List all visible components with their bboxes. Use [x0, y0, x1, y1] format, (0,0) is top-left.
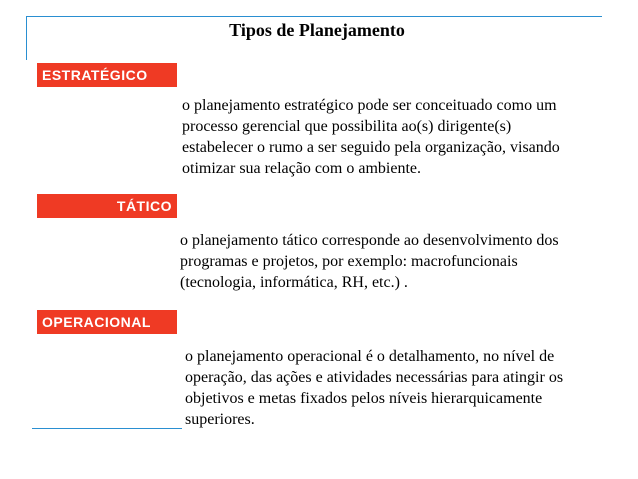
- desc-operacional: o planejamento operacional é o detalhamento, no nível de operação, das ações e atividades necessárias para atingir os objetivos e metas fixados pelos níveis hierarquicamente superiores.: [185, 348, 564, 428]
- label-estrategico: ESTRATÉGICO: [37, 63, 177, 87]
- slide-title-text: Tipos de Planejamento: [229, 20, 405, 40]
- slide-title: [0, 20, 638, 41]
- label-tatico: TÁTICO: [37, 194, 177, 218]
- desc-estrategico: o planejamento estratégico pode ser conceituado como um processo gerencial que possibilita ao(s) dirigente(s) estabelecer o rumo a ser seguido pela organização, visando otimizar sua relação com o ambiente.: [182, 97, 560, 177]
- desc-tatico: o planejamento tático corresponde ao desenvolvimento dos programas e projetos, por exemplo: macrofuncionais (tecnologia, informática, RH, etc.) .: [180, 232, 559, 291]
- label-operacional: OPERACIONAL: [37, 310, 177, 334]
- bottom-rule: [32, 428, 182, 429]
- top-rule: [26, 16, 602, 17]
